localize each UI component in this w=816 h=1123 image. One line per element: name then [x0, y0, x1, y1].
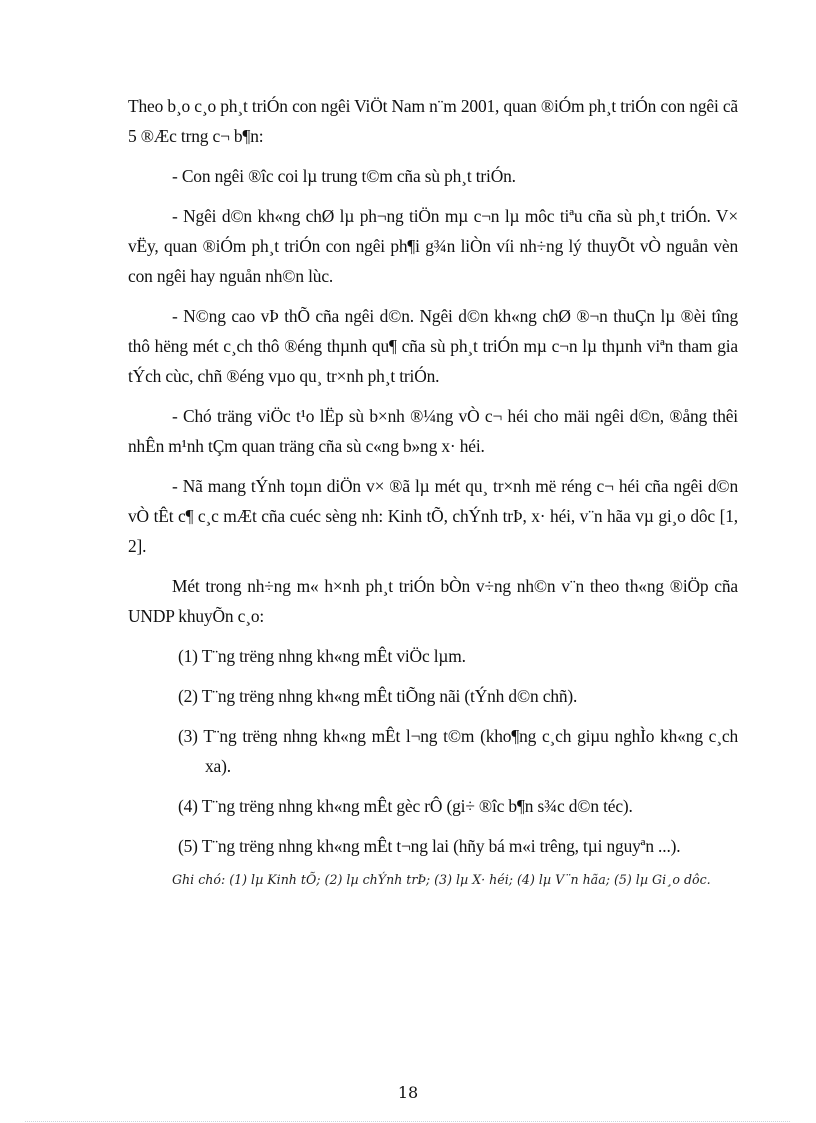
list-item-text: T¨ng trëng nhng kh«ng mÊt tiÕng nãi (tÝnh d©n chñ).: [201, 686, 578, 706]
list-item-number: (3): [178, 726, 198, 746]
list-item-text: T¨ng trëng nhng kh«ng mÊt l¬ng t©m (kho¶ng c¸ch giµu nghÌo kh«ng c¸ch xa).: [203, 726, 738, 776]
paragraph-point-1: - Con ngêi ®îc coi lµ trung t©m cña sù ph¸t triÓn.: [172, 166, 516, 186]
paragraph-point-2: - Ngêi d©n kh«ng chØ lµ ph¬ng tiÖn mµ c¬n lµ môc tiªu cña sù ph¸t triÓn. V× vËy, quan ®iÓm ph¸t triÓn con ngêi ph¶i g¾n liÒn víi nh÷ng lý thuyÕt vÒ nguån vèn con ngêi hay nguån nh©n lùc.: [128, 206, 738, 286]
numbered-list: [128, 641, 738, 861]
list-item: [140, 681, 738, 711]
list-item-number: (4): [178, 796, 198, 816]
page-body: [128, 91, 738, 893]
page-boundary-divider: [25, 1121, 790, 1122]
paragraph-point-4: - Chó träng viÖc t¹o lËp sù b×nh ®¼ng vÒ c¬ héi cho mäi ngêi d©n, ®ång thêi nhÊn m¹nh tÇm quan träng cña sù c«ng b»ng x· héi.: [128, 406, 738, 456]
list-item-text: T¨ng trëng nhng kh«ng mÊt viÖc lµm.: [201, 646, 466, 666]
paragraph-undp-intro: Mét trong nh÷ng m« h×nh ph¸t triÓn bÒn v÷ng nh©n v¨n theo th«ng ®iÖp cña UNDP khuyÕn c¸o:: [128, 576, 738, 626]
page-number: 18: [397, 1083, 419, 1102]
list-item: [140, 641, 738, 671]
list-item: [140, 721, 738, 781]
list-item: [140, 831, 738, 861]
paragraph-point-3: - N©ng cao vÞ thÕ cña ngêi d©n. Ngêi d©n kh«ng chØ ®¬n thuÇn lµ ®èi tîng thô hëng mét c¸ch thô ®éng thµnh qu¶ cña sù ph¸t triÓn mµ c¬n lµ thµnh viªn tham gia tÝch cùc, chñ ®éng vµo qu¸ tr×nh ph¸t triÓn.: [128, 306, 738, 386]
list-item-number: (2): [178, 686, 198, 706]
list-item-text: T¨ng trëng nhng kh«ng mÊt gèc rÔ (gi÷ ®îc b¶n s¾c d©n téc).: [201, 796, 633, 816]
paragraph-intro: Theo b¸o c¸o ph¸t triÓn con ngêi ViÖt Nam n¨m 2001, quan ®iÓm ph¸t triÓn con ngêi cã 5 ®Æc trng c¬ b¶n:: [128, 96, 738, 146]
list-item-number: (1): [178, 646, 198, 666]
footnote-note: Ghi chó: (1) lµ Kinh tÕ; (2) lµ chÝnh trÞ; (3) lµ X· héi; (4) lµ V¨n hãa; (5) lµ Gi¸o dôc.: [172, 872, 711, 887]
list-item: [140, 791, 738, 821]
list-item-text: T¨ng trëng nhng kh«ng mÊt t¬ng lai (hñy bá m«i trêng, tµi nguyªn ...).: [201, 836, 681, 856]
paragraph-point-5: - Nã mang tÝnh toµn diÖn v× ®ã lµ mét qu¸ tr×nh më réng c¬ héi cña ngêi d©n vÒ tÊt c¶ c¸c mÆt cña cuéc sèng nh: Kinh tÕ, chÝnh trÞ, x· héi, v¨n hãa vµ gi¸o dôc [1, 2].: [128, 476, 738, 556]
list-item-number: (5): [178, 836, 198, 856]
